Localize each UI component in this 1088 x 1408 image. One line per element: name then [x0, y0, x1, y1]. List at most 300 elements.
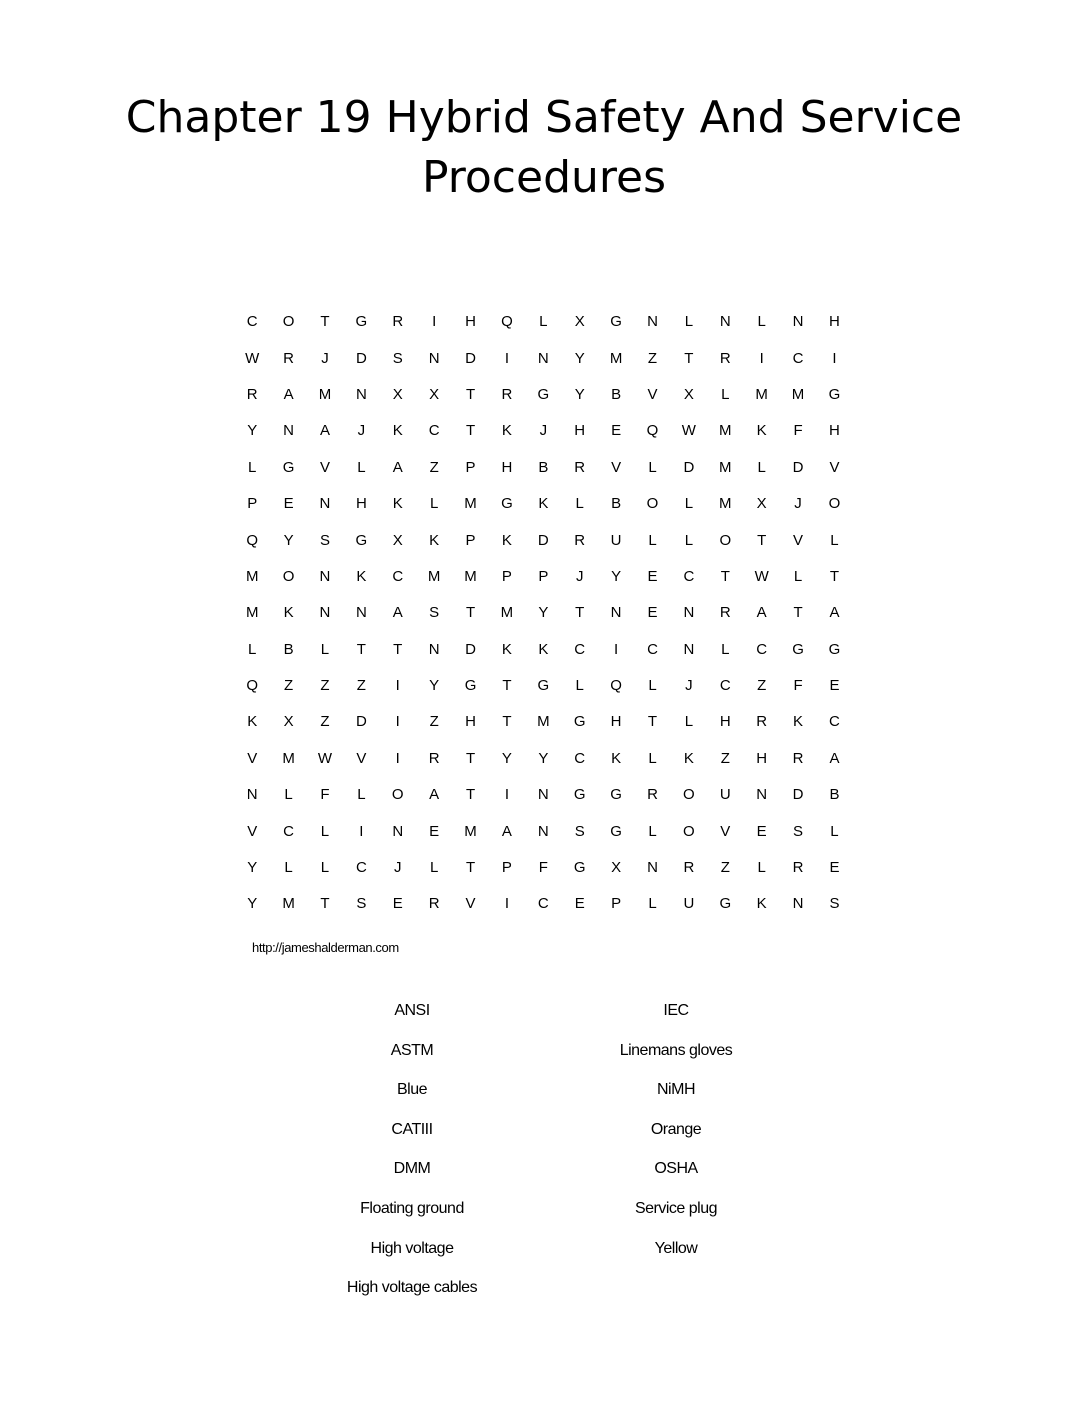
grid-letter: H — [829, 422, 840, 440]
grid-letter: I — [432, 313, 437, 331]
grid-letter: L — [721, 385, 730, 403]
grid-letter: K — [538, 495, 549, 513]
grid-letter: K — [501, 422, 512, 440]
grid-letter: I — [395, 749, 400, 767]
grid-letter: L — [575, 495, 584, 513]
grid-letter: T — [465, 422, 476, 440]
grid-letter: J — [685, 677, 693, 695]
grid-letter: O — [683, 822, 695, 840]
grid-row — [234, 886, 854, 922]
grid-letter: L — [648, 531, 657, 549]
grid-letter: L — [648, 458, 657, 476]
grid-letter: W — [754, 567, 769, 585]
grid-letter: H — [756, 749, 768, 767]
grid-letter: T — [502, 713, 512, 731]
grid-letter: X — [392, 531, 403, 549]
grid-letter: A — [392, 604, 403, 622]
grid-letter: J — [539, 422, 548, 440]
grid-letter: N — [537, 349, 549, 367]
grid-letter: R — [792, 859, 804, 877]
grid-letter: F — [320, 786, 330, 804]
grid-letter: G — [537, 677, 550, 695]
grid-letter: C — [355, 859, 367, 877]
grid-letter: L — [757, 859, 766, 877]
grid-letter: A — [501, 822, 512, 840]
grid-letter: N — [283, 422, 294, 440]
grid-letter: X — [429, 385, 440, 403]
grid-letter: C — [537, 895, 549, 913]
grid-letter: S — [793, 822, 804, 840]
grid-letter: N — [647, 859, 658, 877]
grid-letter: K — [247, 713, 258, 731]
grid-letter: A — [392, 458, 403, 476]
grid-letter: N — [537, 786, 549, 804]
grid-letter: D — [792, 458, 804, 476]
grid-letter: R — [756, 713, 768, 731]
grid-letter: Z — [757, 677, 767, 695]
grid-letter: E — [283, 495, 294, 513]
word-list-item: Service plug — [634, 1199, 718, 1217]
grid-letter: S — [319, 531, 330, 549]
grid-letter: P — [465, 531, 476, 549]
grid-row — [234, 304, 854, 340]
grid-letter: G — [828, 385, 841, 403]
grid-letter: J — [394, 859, 402, 877]
grid-letter: K — [356, 567, 367, 585]
grid-letter: Q — [246, 531, 259, 549]
grid-letter: T — [502, 677, 512, 695]
word-search-grid — [234, 304, 854, 923]
grid-letter: V — [319, 458, 330, 476]
word-list-item: NiMH — [657, 1081, 695, 1099]
grid-letter: N — [792, 895, 804, 913]
grid-letter: C — [428, 422, 440, 440]
grid-letter: T — [356, 640, 366, 658]
grid-letter: D — [792, 786, 804, 804]
grid-letter: L — [648, 749, 657, 767]
grid-row — [234, 632, 854, 668]
grid-letter: N — [319, 567, 331, 585]
grid-letter: V — [247, 749, 258, 767]
grid-letter: G — [282, 458, 295, 476]
grid-letter: T — [684, 349, 694, 367]
grid-letter: V — [247, 822, 258, 840]
grid-letter: X — [283, 713, 294, 731]
grid-letter: C — [792, 349, 804, 367]
grid-letter: M — [719, 422, 732, 440]
grid-letter: T — [393, 640, 403, 658]
grid-letter: D — [465, 349, 476, 367]
grid-letter: Z — [429, 458, 439, 476]
grid-letter: R — [246, 385, 258, 403]
grid-letter: Y — [283, 531, 294, 549]
grid-letter: M — [609, 349, 623, 367]
grid-letter: K — [683, 749, 694, 767]
grid-letter: G — [573, 713, 586, 731]
grid-letter: R — [574, 531, 586, 549]
grid-letter: L — [357, 458, 366, 476]
grid-letter: M — [282, 749, 295, 767]
grid-letter: R — [719, 349, 731, 367]
grid-letter: G — [828, 640, 841, 658]
grid-letter: Y — [538, 604, 549, 622]
grid-letter: A — [829, 604, 840, 622]
grid-letter: P — [501, 859, 512, 877]
grid-letter: D — [537, 531, 549, 549]
grid-letter: C — [246, 313, 258, 331]
grid-letter: L — [830, 531, 839, 549]
grid-letter: E — [756, 822, 767, 840]
grid-letter: I — [359, 822, 364, 840]
grid-letter: Y — [247, 895, 258, 913]
grid-letter: R — [792, 749, 804, 767]
grid-row — [234, 450, 854, 486]
grid-letter: A — [283, 385, 294, 403]
grid-letter: C — [392, 567, 404, 585]
grid-letter: L — [357, 786, 366, 804]
grid-letter: L — [830, 822, 839, 840]
grid-letter: T — [465, 786, 476, 804]
grid-letter: W — [317, 749, 333, 767]
grid-letter: T — [465, 385, 476, 403]
grid-letter: L — [684, 531, 694, 549]
grid-letter: B — [611, 495, 622, 513]
grid-letter: N — [428, 349, 440, 367]
grid-letter: T — [757, 531, 767, 549]
grid-letter: L — [284, 859, 293, 877]
grid-letter: L — [684, 313, 694, 331]
word-list-item: ANSI — [394, 1002, 430, 1019]
grid-letter: R — [719, 604, 731, 622]
word-list-item: IEC — [663, 1002, 689, 1019]
grid-row — [234, 741, 854, 777]
grid-letter: O — [683, 786, 695, 804]
grid-letter: R — [647, 786, 658, 804]
grid-letter: Y — [501, 749, 512, 767]
grid-letter: J — [794, 495, 802, 513]
grid-letter: L — [648, 677, 657, 695]
grid-letter: G — [355, 313, 368, 331]
grid-row — [234, 486, 854, 522]
grid-letter: L — [684, 713, 694, 731]
grid-letter: Y — [538, 749, 549, 767]
grid-letter: N — [537, 822, 549, 840]
grid-letter: V — [356, 749, 367, 767]
grid-letter: Z — [320, 713, 330, 731]
grid-row — [234, 850, 854, 886]
grid-letter: O — [719, 531, 732, 549]
grid-letter: D — [683, 458, 695, 476]
grid-letter: M — [537, 713, 550, 731]
grid-letter: O — [828, 495, 841, 513]
grid-letter: A — [829, 749, 840, 767]
grid-letter: V — [720, 822, 731, 840]
grid-letter: R — [501, 385, 513, 403]
grid-letter: M — [245, 567, 259, 585]
grid-row — [234, 413, 854, 449]
grid-letter: Q — [246, 677, 259, 695]
grid-letter: C — [283, 822, 294, 840]
grid-letter: K — [501, 640, 512, 658]
grid-letter: M — [282, 895, 295, 913]
grid-letter: A — [756, 604, 767, 622]
grid-letter: Z — [429, 713, 439, 731]
grid-letter: T — [465, 749, 476, 767]
grid-letter: H — [465, 713, 476, 731]
grid-letter: R — [283, 349, 294, 367]
grid-letter: N — [428, 640, 440, 658]
grid-letter: L — [757, 313, 766, 331]
grid-letter: L — [575, 677, 584, 695]
grid-letter: F — [538, 859, 548, 877]
grid-letter: M — [464, 495, 477, 513]
word-list-item: DMM — [393, 1160, 431, 1178]
grid-letter: T — [320, 895, 330, 913]
word-list-right — [526, 996, 826, 1273]
grid-letter: T — [829, 567, 840, 585]
grid-letter: N — [319, 495, 331, 513]
grid-letter: L — [648, 895, 657, 913]
grid-row — [234, 813, 854, 849]
grid-letter: K — [756, 895, 767, 913]
word-list-item: Yellow — [654, 1239, 698, 1257]
grid-letter: I — [504, 786, 510, 804]
grid-letter: S — [356, 895, 367, 913]
grid-letter: K — [793, 713, 804, 731]
grid-letter: V — [793, 531, 804, 549]
grid-letter: K — [756, 422, 767, 440]
grid-letter: R — [428, 895, 440, 913]
grid-letter: I — [395, 677, 400, 695]
grid-letter: L — [248, 640, 257, 658]
grid-letter: X — [611, 859, 622, 877]
grid-letter: M — [755, 385, 768, 403]
grid-letter: N — [610, 604, 622, 622]
grid-letter: P — [465, 458, 476, 476]
grid-letter: Z — [647, 349, 658, 367]
grid-letter: E — [574, 895, 585, 913]
grid-letter: H — [465, 313, 476, 331]
word-list-item: Blue — [396, 1081, 428, 1099]
grid-letter: R — [574, 458, 586, 476]
grid-letter: Z — [284, 677, 294, 695]
grid-letter: O — [391, 786, 404, 804]
grid-letter: I — [504, 895, 510, 913]
grid-letter: M — [719, 458, 732, 476]
grid-letter: L — [248, 458, 257, 476]
grid-letter: N — [719, 313, 731, 331]
grid-letter: W — [245, 349, 260, 367]
grid-letter: P — [538, 567, 549, 585]
grid-row — [234, 340, 854, 376]
grid-letter: K — [501, 531, 512, 549]
word-list-left — [262, 996, 562, 1313]
grid-letter: D — [465, 640, 476, 658]
grid-letter: G — [573, 786, 586, 804]
grid-letter: K — [611, 749, 622, 767]
grid-letter: V — [465, 895, 476, 913]
grid-letter: T — [720, 567, 730, 585]
grid-letter: K — [429, 531, 440, 549]
grid-letter: M — [719, 495, 732, 513]
grid-letter: N — [319, 604, 331, 622]
grid-letter: O — [282, 313, 295, 331]
grid-row — [234, 704, 854, 740]
grid-letter: F — [793, 677, 803, 695]
grid-row — [234, 595, 854, 631]
grid-letter: Q — [646, 422, 659, 440]
grid-letter: P — [501, 567, 512, 585]
grid-letter: O — [646, 495, 659, 513]
grid-letter: E — [647, 567, 658, 585]
grid-letter: C — [829, 713, 840, 731]
grid-letter: T — [575, 604, 585, 622]
grid-letter: W — [681, 422, 696, 440]
grid-letter: T — [793, 604, 803, 622]
grid-letter: Y — [247, 422, 258, 440]
grid-letter: G — [792, 640, 804, 658]
grid-letter: A — [429, 786, 440, 804]
grid-letter: H — [355, 495, 367, 513]
grid-letter: N — [355, 385, 367, 403]
grid-letter: G — [537, 385, 550, 403]
grid-letter: M — [318, 385, 332, 403]
grid-letter: E — [829, 859, 840, 877]
grid-letter: S — [429, 604, 440, 622]
grid-letter: L — [539, 313, 548, 331]
grid-letter: Y — [429, 677, 440, 695]
grid-letter: Q — [610, 677, 622, 695]
grid-letter: N — [792, 313, 804, 331]
grid-letter: M — [427, 567, 441, 585]
word-list-item: Orange — [650, 1120, 702, 1138]
grid-letter: E — [829, 677, 840, 695]
word-list-item: OSHA — [654, 1160, 698, 1178]
grid-letter: X — [756, 495, 767, 513]
grid-letter: L — [320, 859, 330, 877]
grid-letter: G — [573, 859, 586, 877]
grid-letter: H — [829, 313, 840, 331]
grid-letter: E — [647, 604, 658, 622]
grid-letter: B — [611, 385, 622, 403]
grid-letter: H — [574, 422, 586, 440]
grid-letter: Z — [720, 859, 730, 877]
grid-letter: A — [319, 422, 330, 440]
grid-letter: G — [610, 786, 622, 804]
page-title: Chapter 19 Hybrid Safety And Service Procedures — [125, 92, 963, 203]
grid-letter: M — [464, 822, 477, 840]
grid-letter: R — [392, 313, 404, 331]
grid-letter: J — [575, 567, 584, 585]
word-list-item: Linemans gloves — [619, 1041, 733, 1059]
grid-letter: M — [500, 604, 514, 622]
grid-letter: U — [683, 895, 695, 913]
grid-letter: C — [574, 640, 586, 658]
grid-letter: Z — [320, 677, 330, 695]
grid-letter: F — [793, 422, 803, 440]
grid-letter: Z — [720, 749, 730, 767]
grid-letter: N — [683, 640, 695, 658]
grid-letter: U — [610, 531, 622, 549]
grid-letter: L — [684, 495, 694, 513]
grid-letter: I — [504, 349, 510, 367]
source-url: http://jameshalderman.com — [252, 940, 399, 955]
grid-letter: D — [355, 713, 367, 731]
grid-row — [234, 377, 854, 413]
grid-letter: M — [245, 604, 259, 622]
grid-row — [234, 668, 854, 704]
grid-letter: Z — [356, 677, 366, 695]
grid-letter: V — [611, 458, 622, 476]
grid-letter: Y — [247, 859, 258, 877]
grid-letter: Y — [574, 385, 585, 403]
grid-letter: X — [392, 385, 403, 403]
grid-letter: H — [610, 713, 622, 731]
grid-letter: G — [719, 895, 732, 913]
grid-letter: C — [756, 640, 768, 658]
grid-letter: I — [759, 349, 764, 367]
grid-letter: L — [429, 859, 439, 877]
grid-letter: G — [610, 313, 622, 331]
grid-letter: C — [683, 567, 695, 585]
grid-letter: L — [648, 822, 657, 840]
grid-letter: R — [683, 859, 695, 877]
grid-letter: T — [647, 713, 658, 731]
word-list-item: ASTM — [390, 1041, 434, 1059]
word-list-item: High voltage — [370, 1239, 454, 1257]
grid-letter: G — [610, 822, 622, 840]
grid-letter: K — [283, 604, 294, 622]
grid-letter: X — [683, 385, 694, 403]
grid-letter: K — [392, 422, 403, 440]
grid-letter: I — [395, 713, 400, 731]
grid-letter: H — [501, 458, 513, 476]
grid-letter: P — [247, 495, 258, 513]
grid-letter: I — [832, 349, 837, 367]
grid-letter: G — [464, 677, 477, 695]
grid-letter: S — [574, 822, 585, 840]
grid-letter: Y — [611, 567, 622, 585]
grid-row — [234, 522, 854, 558]
grid-letter: D — [355, 349, 367, 367]
grid-letter: N — [392, 822, 404, 840]
grid-letter: B — [829, 786, 840, 804]
grid-letter: O — [282, 567, 295, 585]
grid-letter: E — [429, 822, 440, 840]
grid-letter: C — [719, 677, 731, 695]
grid-letter: T — [465, 859, 476, 877]
grid-letter: U — [719, 786, 731, 804]
word-list-item: Floating ground — [360, 1199, 464, 1217]
grid-letter: R — [428, 749, 440, 767]
grid-letter: N — [246, 786, 258, 804]
grid-letter: L — [284, 786, 293, 804]
word-list-item: High voltage cables — [346, 1279, 478, 1297]
grid-letter: I — [614, 640, 619, 658]
grid-letter: T — [320, 313, 330, 331]
grid-letter: N — [683, 604, 695, 622]
grid-letter: V — [829, 458, 840, 476]
grid-letter: X — [574, 313, 585, 331]
grid-letter: N — [355, 604, 367, 622]
grid-row — [234, 777, 854, 813]
grid-letter: Q — [501, 313, 513, 331]
grid-letter: B — [538, 458, 549, 476]
grid-row — [234, 559, 854, 595]
grid-letter: S — [392, 349, 403, 367]
grid-letter: L — [320, 822, 330, 840]
grid-letter: J — [357, 422, 366, 440]
